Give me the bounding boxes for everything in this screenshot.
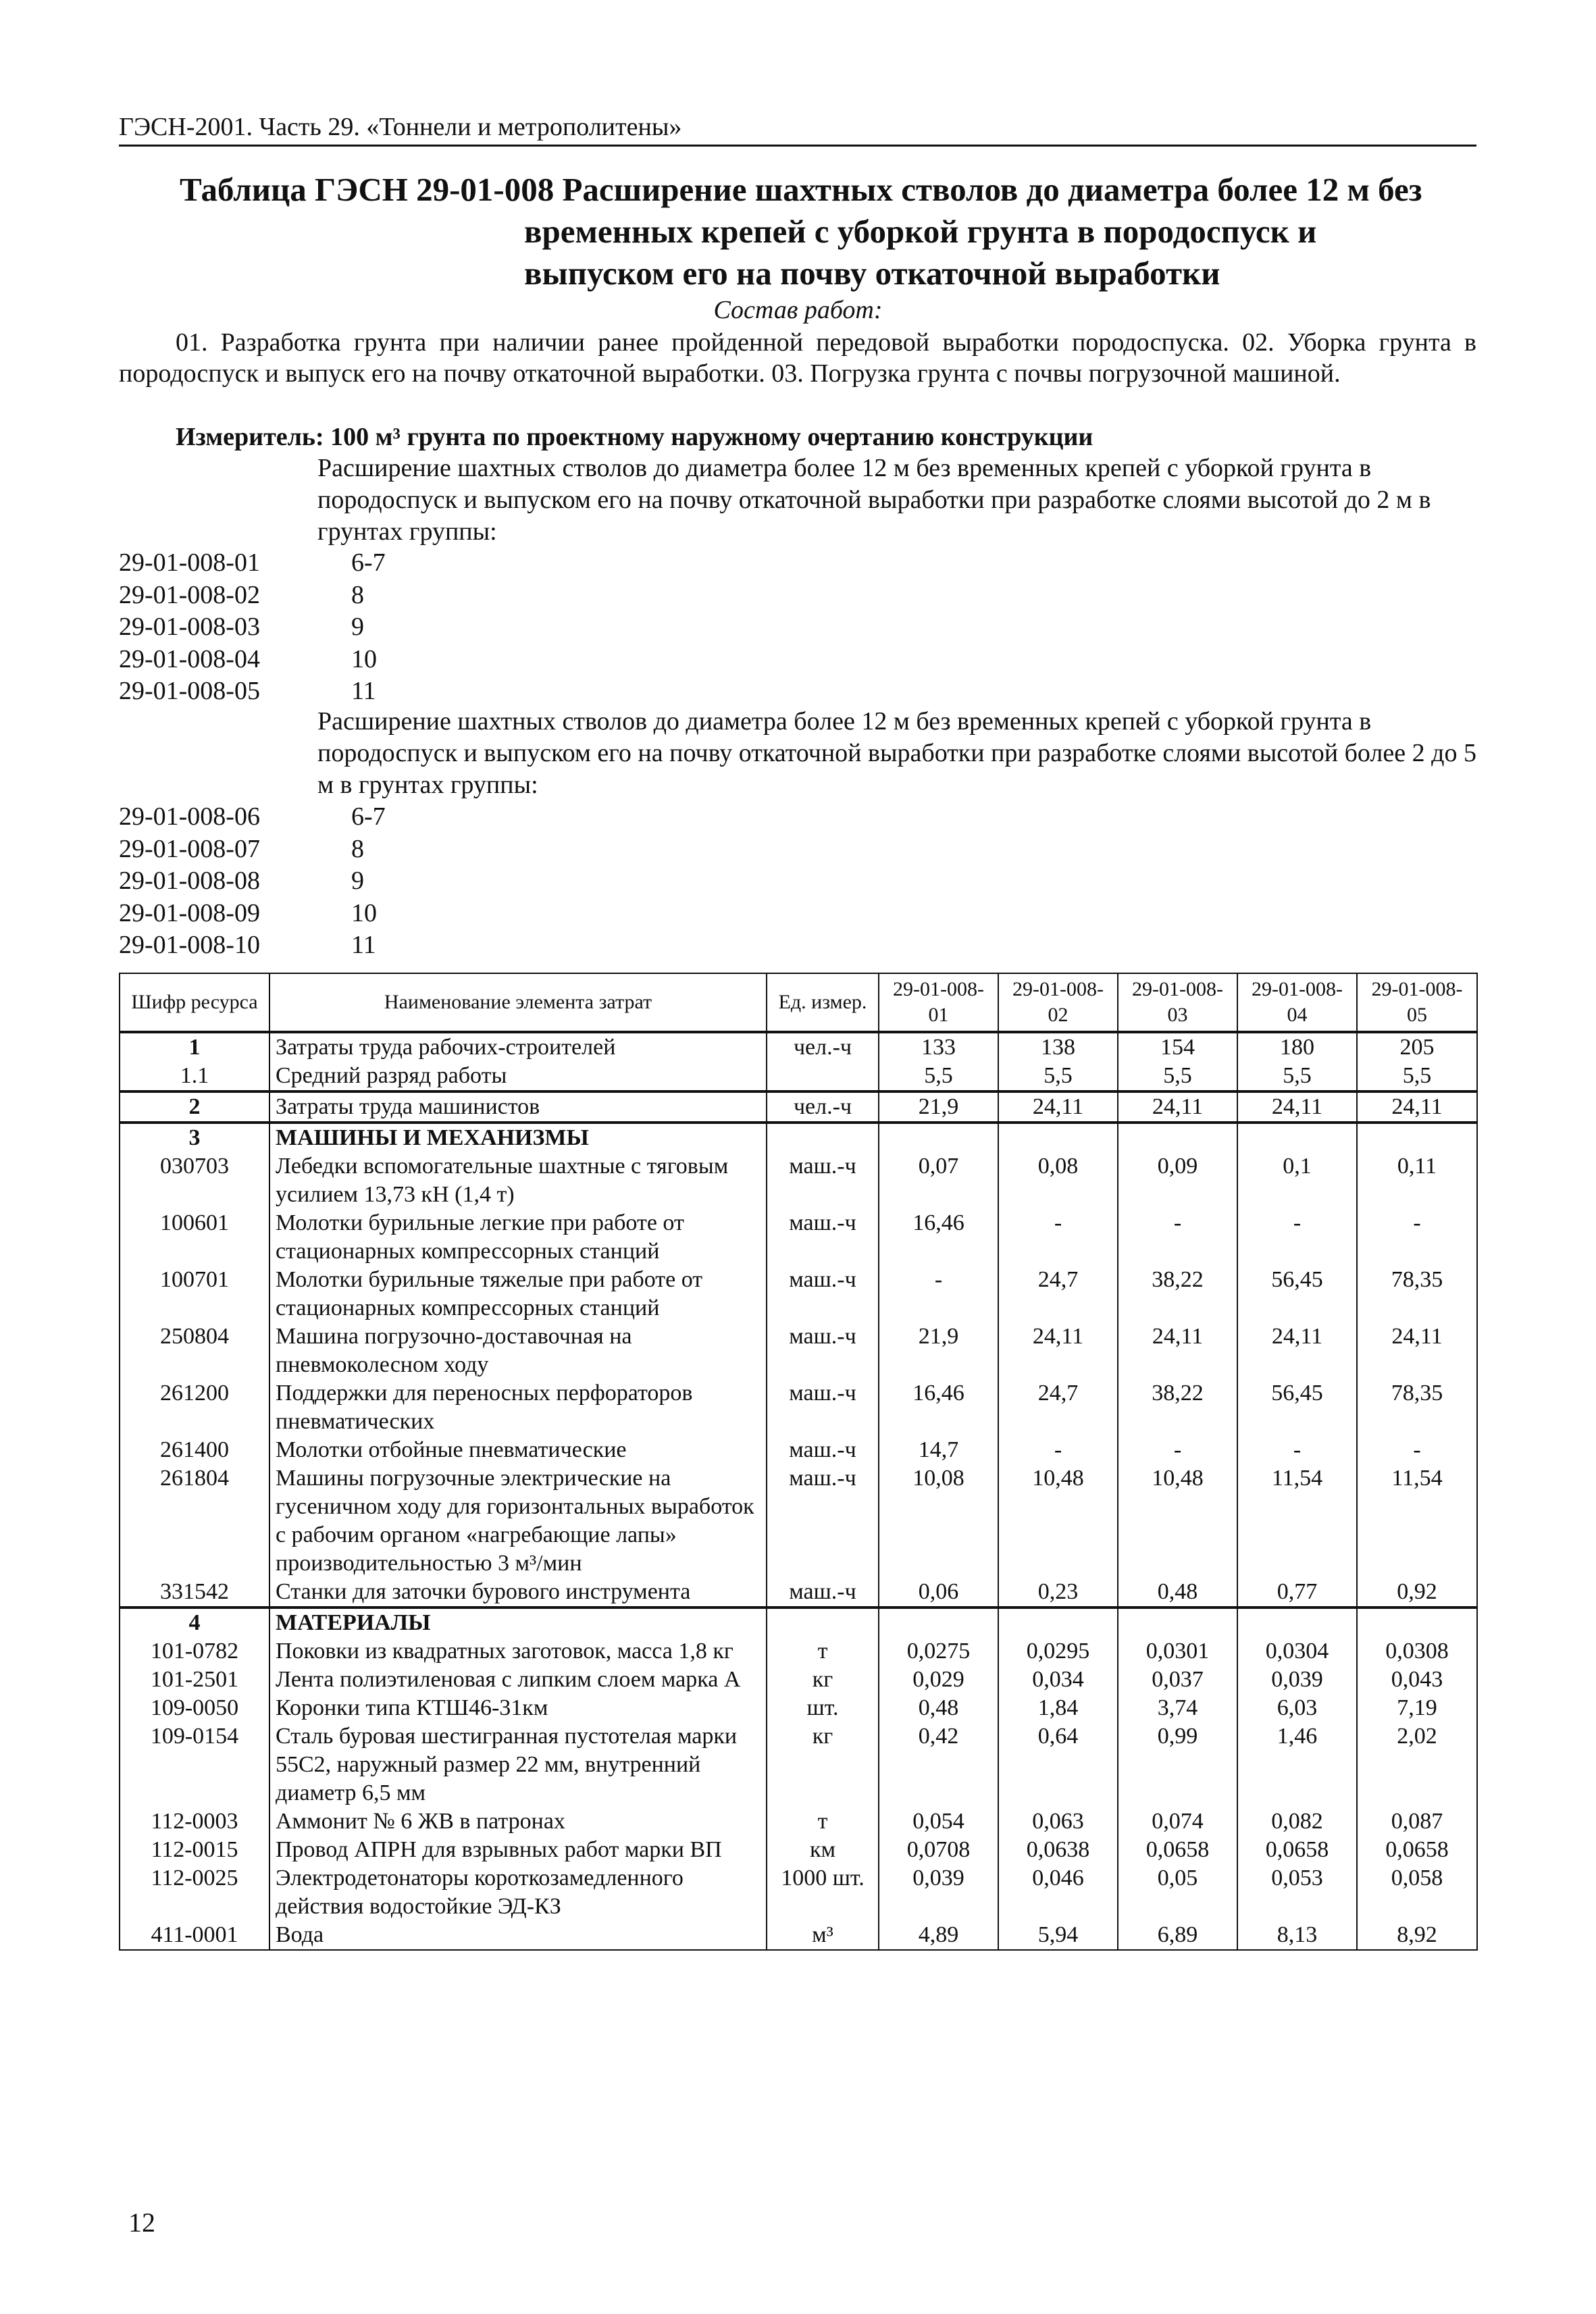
resource-table bbox=[119, 973, 1478, 1951]
cell-name: МАТЕРИАЛЫ bbox=[269, 1608, 767, 1637]
soil-group: 11 bbox=[351, 931, 376, 959]
cell-value: 1,84 bbox=[998, 1694, 1118, 1722]
soil-group: 6-7 bbox=[351, 548, 386, 577]
cell-value: 5,5 bbox=[998, 1062, 1118, 1091]
cell-value: 0,0658 bbox=[1237, 1836, 1357, 1864]
soil-group: 10 bbox=[351, 644, 377, 673]
table-row bbox=[120, 1578, 1477, 1608]
cell-code: 112-0025 bbox=[120, 1864, 269, 1921]
norm-code: 29-01-008-05 bbox=[119, 677, 260, 705]
table-row bbox=[120, 1091, 1477, 1123]
cell-value bbox=[1118, 1608, 1237, 1637]
cell-name: Молотки бурильные тяжелые при работе от стационарных компрессорных станций bbox=[269, 1266, 767, 1322]
cell-value: 0,77 bbox=[1237, 1578, 1357, 1608]
cell-value: 24,11 bbox=[1118, 1322, 1237, 1379]
cell-value: 11,54 bbox=[1237, 1464, 1357, 1578]
cell-value: 24,11 bbox=[1118, 1091, 1237, 1123]
cell-unit: 1000 шт. bbox=[767, 1864, 879, 1921]
cell-value: 38,22 bbox=[1118, 1266, 1237, 1322]
table-row bbox=[120, 1608, 1477, 1637]
table-header-row bbox=[120, 973, 1477, 1032]
norm-code: 29-01-008-04 bbox=[119, 644, 260, 673]
cell-value: 2,02 bbox=[1357, 1722, 1477, 1807]
cell-code: 331542 bbox=[120, 1578, 269, 1608]
cell-value: 0,0301 bbox=[1118, 1637, 1237, 1666]
cell-name: Электродетонаторы короткозамедленного действия водостойкие ЭД-КЗ bbox=[269, 1864, 767, 1921]
cell-value bbox=[1357, 1608, 1477, 1637]
group-description-2: Расширение шахтных стволов до диаметра более 12 м без временных крепей с уборкой грунта в породоспуск и выпуском его на почву откаточной выработки при разработке слоями высотой более 2 до 5 м в грунтах группы: bbox=[317, 707, 1476, 799]
cell-code: 261804 bbox=[120, 1464, 269, 1578]
cell-name: Затраты труда машинистов bbox=[269, 1091, 767, 1123]
cell-value: 0,029 bbox=[879, 1666, 998, 1694]
cell-name: Машина погрузочно-доставочная на пневмоколесном ходу bbox=[269, 1322, 767, 1379]
cell-value: 24,11 bbox=[998, 1322, 1118, 1379]
cell-value: 0,0638 bbox=[998, 1836, 1118, 1864]
cell-value: 7,19 bbox=[1357, 1694, 1477, 1722]
cell-value: 0,0308 bbox=[1357, 1637, 1477, 1666]
cell-code: 109-0050 bbox=[120, 1694, 269, 1722]
title-line-2: временных крепей с уборкой грунта в породоспуск и bbox=[524, 213, 1317, 250]
work-composition-label: Состав работ: bbox=[713, 296, 883, 324]
cell-unit: маш.-ч bbox=[767, 1578, 879, 1608]
cell-name: Аммонит № 6 ЖВ в патронах bbox=[269, 1807, 767, 1836]
cell-value bbox=[879, 1123, 998, 1152]
cell-value: 24,7 bbox=[998, 1266, 1118, 1322]
cell-value: - bbox=[1237, 1209, 1357, 1266]
cell-code: 4 bbox=[120, 1608, 269, 1637]
cell-code: 030703 bbox=[120, 1152, 269, 1209]
cell-code: 1 bbox=[120, 1032, 269, 1062]
table-row bbox=[120, 1436, 1477, 1464]
cell-value: 0,0304 bbox=[1237, 1637, 1357, 1666]
cell-value: - bbox=[879, 1266, 998, 1322]
cell-unit bbox=[767, 1608, 879, 1637]
cell-value: 0,23 bbox=[998, 1578, 1118, 1608]
running-header: ГЭСН-2001. Часть 29. «Тоннели и метрополитены» bbox=[119, 113, 682, 141]
cell-value: 0,043 bbox=[1357, 1666, 1477, 1694]
cell-value: 6,89 bbox=[1118, 1921, 1237, 1950]
code-list-row bbox=[119, 833, 386, 866]
cell-code: 112-0003 bbox=[120, 1807, 269, 1836]
cell-code: 261400 bbox=[120, 1436, 269, 1464]
table-row bbox=[120, 1152, 1477, 1209]
cell-value bbox=[998, 1608, 1118, 1637]
cell-code: 250804 bbox=[120, 1322, 269, 1379]
cell-value: 0,06 bbox=[879, 1578, 998, 1608]
title-line-1: Таблица ГЭСН 29-01-008 Расширение шахтных стволов до диаметра более 12 м без bbox=[180, 171, 1422, 208]
cell-value: 8,13 bbox=[1237, 1921, 1357, 1950]
cell-unit: чел.-ч bbox=[767, 1091, 879, 1123]
cell-value bbox=[1237, 1123, 1357, 1152]
soil-group: 6-7 bbox=[351, 802, 386, 831]
cell-unit: шт. bbox=[767, 1694, 879, 1722]
cell-value: 1,46 bbox=[1237, 1722, 1357, 1807]
cell-value: 10,48 bbox=[1118, 1464, 1237, 1578]
cell-code: 2 bbox=[120, 1091, 269, 1123]
cell-name: Станки для заточки бурового инструмента bbox=[269, 1578, 767, 1608]
cell-value: 10,48 bbox=[998, 1464, 1118, 1578]
soil-group: 9 bbox=[351, 867, 364, 895]
code-list-row bbox=[119, 580, 386, 612]
cell-value: 5,5 bbox=[879, 1062, 998, 1091]
norm-code: 29-01-008-07 bbox=[119, 834, 260, 863]
cell-value: 0,92 bbox=[1357, 1578, 1477, 1608]
cell-value: 133 bbox=[879, 1032, 998, 1062]
cell-name: Сталь буровая шестигранная пустотелая марки 55С2, наружный размер 22 мм, внутренний диаметр 6,5 мм bbox=[269, 1722, 767, 1807]
cell-value: 0,05 bbox=[1118, 1864, 1237, 1921]
cell-value: 21,9 bbox=[879, 1322, 998, 1379]
code-list-row bbox=[119, 929, 386, 962]
cell-unit: маш.-ч bbox=[767, 1464, 879, 1578]
cell-value bbox=[998, 1123, 1118, 1152]
cell-value: - bbox=[998, 1209, 1118, 1266]
norm-code: 29-01-008-10 bbox=[119, 931, 260, 959]
cell-value: 6,03 bbox=[1237, 1694, 1357, 1722]
cell-value: 205 bbox=[1357, 1032, 1477, 1062]
table-row bbox=[120, 1209, 1477, 1266]
cell-value: 56,45 bbox=[1237, 1266, 1357, 1322]
table-row bbox=[120, 1637, 1477, 1666]
cell-code: 101-0782 bbox=[120, 1637, 269, 1666]
cell-value: - bbox=[1118, 1209, 1237, 1266]
cell-value: 0,063 bbox=[998, 1807, 1118, 1836]
cell-unit bbox=[767, 1123, 879, 1152]
header-col-3: 29-01-008-03 bbox=[1118, 973, 1237, 1032]
cell-name: МАШИНЫ И МЕХАНИЗМЫ bbox=[269, 1123, 767, 1152]
cell-value: 0,1 bbox=[1237, 1152, 1357, 1209]
cell-name: Вода bbox=[269, 1921, 767, 1950]
header-col-4: 29-01-008-04 bbox=[1237, 973, 1357, 1032]
table-row bbox=[120, 1032, 1477, 1062]
cell-value: 4,89 bbox=[879, 1921, 998, 1950]
cell-code: 101-2501 bbox=[120, 1666, 269, 1694]
soil-group: 9 bbox=[351, 613, 364, 641]
norm-code: 29-01-008-03 bbox=[119, 613, 260, 641]
cell-value: 0,64 bbox=[998, 1722, 1118, 1807]
cell-value: - bbox=[1357, 1436, 1477, 1464]
cell-value: 0,087 bbox=[1357, 1807, 1477, 1836]
header-rule bbox=[119, 145, 1476, 147]
cell-value: 0,0708 bbox=[879, 1836, 998, 1864]
cell-code: 411-0001 bbox=[120, 1921, 269, 1950]
code-list-row bbox=[119, 865, 386, 898]
cell-name: Молотки отбойные пневматические bbox=[269, 1436, 767, 1464]
table-row bbox=[120, 1864, 1477, 1921]
cell-value: 21,9 bbox=[879, 1091, 998, 1123]
cell-value: 8,92 bbox=[1357, 1921, 1477, 1950]
cell-code: 3 bbox=[120, 1123, 269, 1152]
header-name: Наименование элемента затрат bbox=[269, 973, 767, 1032]
cell-name: Поковки из квадратных заготовок, масса 1,8 кг bbox=[269, 1637, 767, 1666]
cell-value: 0,082 bbox=[1237, 1807, 1357, 1836]
norm-code: 29-01-008-08 bbox=[119, 867, 260, 895]
cell-value: 0,054 bbox=[879, 1807, 998, 1836]
cell-value: 0,034 bbox=[998, 1666, 1118, 1694]
code-list-row bbox=[119, 898, 386, 930]
cell-value: 0,0295 bbox=[998, 1637, 1118, 1666]
cell-value: 0,07 bbox=[879, 1152, 998, 1209]
group-description-1: Расширение шахтных стволов до диаметра более 12 м без временных крепей с уборкой грунта в породоспуск и выпуском его на почву откаточной выработки при разработке слоями высотой до 2 м в грунтах группы: bbox=[317, 454, 1431, 546]
cell-value: 38,22 bbox=[1118, 1379, 1237, 1436]
cell-value: 5,5 bbox=[1237, 1062, 1357, 1091]
table-body bbox=[120, 1032, 1477, 1950]
cell-unit: маш.-ч bbox=[767, 1152, 879, 1209]
cell-value: 24,11 bbox=[1237, 1322, 1357, 1379]
cell-value: 11,54 bbox=[1357, 1464, 1477, 1578]
norm-code: 29-01-008-02 bbox=[119, 580, 260, 609]
table-row bbox=[120, 1722, 1477, 1807]
cell-value: 154 bbox=[1118, 1032, 1237, 1062]
cell-unit: кг bbox=[767, 1666, 879, 1694]
cell-unit bbox=[767, 1062, 879, 1091]
table-row bbox=[120, 1836, 1477, 1864]
cell-value: 24,11 bbox=[1237, 1091, 1357, 1123]
code-list-row bbox=[119, 547, 386, 580]
soil-group: 10 bbox=[351, 898, 377, 927]
cell-code: 261200 bbox=[120, 1379, 269, 1436]
page-number: 12 bbox=[128, 2207, 155, 2238]
cell-code: 112-0015 bbox=[120, 1836, 269, 1864]
cell-value: 16,46 bbox=[879, 1379, 998, 1436]
soil-group: 8 bbox=[351, 580, 364, 609]
cell-value: 0,074 bbox=[1118, 1807, 1237, 1836]
cell-code: 100701 bbox=[120, 1266, 269, 1322]
cell-unit: т bbox=[767, 1807, 879, 1836]
cell-value: 5,5 bbox=[1118, 1062, 1237, 1091]
cell-unit: маш.-ч bbox=[767, 1209, 879, 1266]
header-unit: Ед. измер. bbox=[767, 973, 879, 1032]
cell-value: - bbox=[998, 1436, 1118, 1464]
table-title bbox=[119, 169, 1476, 294]
cell-name: Лебедки вспомогательные шахтные с тяговым усилием 13,73 кН (1,4 т) bbox=[269, 1152, 767, 1209]
table-row bbox=[120, 1921, 1477, 1950]
cell-value: 78,35 bbox=[1357, 1379, 1477, 1436]
cell-value: 24,11 bbox=[998, 1091, 1118, 1123]
norm-code: 29-01-008-01 bbox=[119, 548, 260, 577]
header-col-2: 29-01-008-02 bbox=[998, 973, 1118, 1032]
cell-value: 0,053 bbox=[1237, 1864, 1357, 1921]
code-list-1 bbox=[119, 547, 386, 708]
cell-value: 0,08 bbox=[998, 1152, 1118, 1209]
cell-value bbox=[879, 1608, 998, 1637]
table-row bbox=[120, 1322, 1477, 1379]
cell-value: 0,0658 bbox=[1357, 1836, 1477, 1864]
code-list-row bbox=[119, 611, 386, 644]
norm-code: 29-01-008-09 bbox=[119, 898, 260, 927]
cell-value: 0,99 bbox=[1118, 1722, 1237, 1807]
cell-value: 0,0275 bbox=[879, 1637, 998, 1666]
cell-value: 56,45 bbox=[1237, 1379, 1357, 1436]
cell-value: 0,039 bbox=[879, 1864, 998, 1921]
cell-name: Машины погрузочные электрические на гусеничном ходу для горизонтальных выработок с рабочим органом «нагребающие лапы» производительностью 3 м³/мин bbox=[269, 1464, 767, 1578]
cell-value: - bbox=[1237, 1436, 1357, 1464]
cell-value: 0,0658 bbox=[1118, 1836, 1237, 1864]
header-code: Шифр ресурса bbox=[120, 973, 269, 1032]
cell-code: 109-0154 bbox=[120, 1722, 269, 1807]
cell-name: Средний разряд работы bbox=[269, 1062, 767, 1091]
cell-value: 0,037 bbox=[1118, 1666, 1237, 1694]
code-list-row bbox=[119, 644, 386, 676]
cell-unit: т bbox=[767, 1637, 879, 1666]
cell-value: 0,11 bbox=[1357, 1152, 1477, 1209]
cell-value: 0,09 bbox=[1118, 1152, 1237, 1209]
code-list-2 bbox=[119, 801, 386, 962]
table-row bbox=[120, 1123, 1477, 1152]
table-row bbox=[120, 1694, 1477, 1722]
cell-value: 10,08 bbox=[879, 1464, 998, 1578]
cell-code: 100601 bbox=[120, 1209, 269, 1266]
work-composition-text: 01. Разработка грунта при наличии ранее пройденной передовой выработки породоспуска. 02. Уборка грунта в породоспуск и выпуск его на почву откаточной выработки. 03. Погрузка грунта с почвы погрузочной машиной. bbox=[119, 328, 1476, 388]
cell-value: 24,11 bbox=[1357, 1091, 1477, 1123]
cell-value: 3,74 bbox=[1118, 1694, 1237, 1722]
soil-group: 11 bbox=[351, 677, 376, 705]
cell-value: 0,48 bbox=[1118, 1578, 1237, 1608]
cell-value bbox=[1118, 1123, 1237, 1152]
cell-unit: км bbox=[767, 1836, 879, 1864]
cell-unit: маш.-ч bbox=[767, 1266, 879, 1322]
header-col-5: 29-01-008-05 bbox=[1357, 973, 1477, 1032]
norm-code: 29-01-008-06 bbox=[119, 802, 260, 831]
cell-unit: чел.-ч bbox=[767, 1032, 879, 1062]
cell-unit: м³ bbox=[767, 1921, 879, 1950]
cell-name: Молотки бурильные легкие при работе от стационарных компрессорных станций bbox=[269, 1209, 767, 1266]
measure-unit: Измеритель: 100 м³ грунта по проектному наружному очертанию конструкции bbox=[176, 423, 1093, 451]
cell-value: 0,039 bbox=[1237, 1666, 1357, 1694]
cell-value: 14,7 bbox=[879, 1436, 998, 1464]
cell-value: 0,48 bbox=[879, 1694, 998, 1722]
cell-name: Коронки типа КТШ46-31км bbox=[269, 1694, 767, 1722]
cell-value: 24,7 bbox=[998, 1379, 1118, 1436]
cell-name: Лента полиэтиленовая с липким слоем марка А bbox=[269, 1666, 767, 1694]
cell-value: 180 bbox=[1237, 1032, 1357, 1062]
cell-value: 0,058 bbox=[1357, 1864, 1477, 1921]
code-list-row bbox=[119, 801, 386, 833]
cell-value: 16,46 bbox=[879, 1209, 998, 1266]
cell-value: 24,11 bbox=[1357, 1322, 1477, 1379]
title-line-3: выпуском его на почву откаточной выработки bbox=[524, 255, 1220, 292]
cell-name: Поддержки для переносных перфораторов пневматических bbox=[269, 1379, 767, 1436]
cell-name: Затраты труда рабочих-строителей bbox=[269, 1032, 767, 1062]
code-list-row bbox=[119, 675, 386, 708]
cell-unit: кг bbox=[767, 1722, 879, 1807]
cell-value: - bbox=[1118, 1436, 1237, 1464]
cell-value: 0,046 bbox=[998, 1864, 1118, 1921]
cell-value: 138 bbox=[998, 1032, 1118, 1062]
cell-unit: маш.-ч bbox=[767, 1322, 879, 1379]
soil-group: 8 bbox=[351, 834, 364, 863]
cell-unit: маш.-ч bbox=[767, 1379, 879, 1436]
cell-value: 78,35 bbox=[1357, 1266, 1477, 1322]
cell-value: 5,94 bbox=[998, 1921, 1118, 1950]
cell-unit: маш.-ч bbox=[767, 1436, 879, 1464]
table-row bbox=[120, 1266, 1477, 1322]
cell-name: Провод АПРН для взрывных работ марки ВП bbox=[269, 1836, 767, 1864]
cell-value: - bbox=[1357, 1209, 1477, 1266]
table-row bbox=[120, 1062, 1477, 1091]
cell-value: 0,42 bbox=[879, 1722, 998, 1807]
header-col-1: 29-01-008-01 bbox=[879, 973, 998, 1032]
cell-value bbox=[1357, 1123, 1477, 1152]
cell-value: 5,5 bbox=[1357, 1062, 1477, 1091]
cell-code: 1.1 bbox=[120, 1062, 269, 1091]
table-row bbox=[120, 1464, 1477, 1578]
cell-value bbox=[1237, 1608, 1357, 1637]
table-row bbox=[120, 1666, 1477, 1694]
table-row bbox=[120, 1379, 1477, 1436]
table-row bbox=[120, 1807, 1477, 1836]
